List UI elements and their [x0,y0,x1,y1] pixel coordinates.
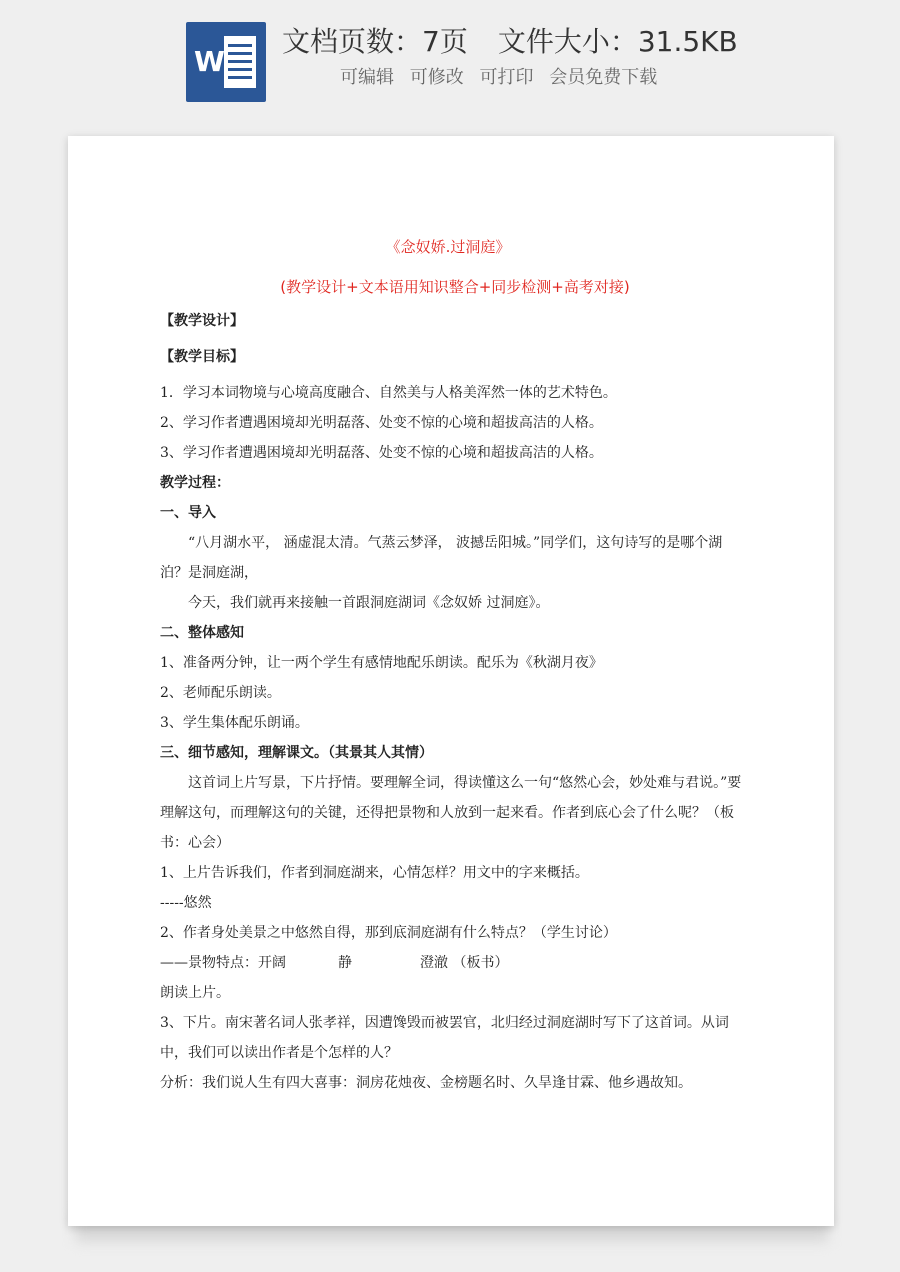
doc-subtitle: (教学设计+文本语用知识整合+同步检测+高考对接) [280,278,630,296]
goal-item: 3、学习作者遭遇困境却光明磊落、处变不惊的心境和超拔高洁的人格。 [160,445,603,461]
step1-title: 一、导入 [160,505,216,521]
answer-2-mid: 静 [338,955,352,971]
step3-question-3: 3、下片。南宋著名词人张孝祥，因遭馋毁而被罢官，北归经过洞庭湖时写下了这首词。从词中，我们可以读出作者是个怎样的人？ [160,1015,729,1061]
step2-title: 二、整体感知 [160,625,244,641]
goal-item: 1．学习本词物境与心境高度融合、自然美与人格美浑然一体的艺术特色。 [160,385,617,401]
feature-editable: 可编辑 [340,67,394,88]
answer-2-end: 澄澈 （板书） [420,955,509,971]
step2-item: 2、老师配乐朗读。 [160,685,281,701]
doc-title: 《念奴娇.过洞庭》 [385,238,511,256]
word-letter: W [194,45,225,78]
section-goals: 【教学目标】 [160,349,244,365]
step2-item: 3、学生集体配乐朗诵。 [160,715,309,731]
section-design: 【教学设计】 [160,313,244,329]
step3-answer-2 [160,948,750,978]
feature-member-download: 会员免费下载 [549,67,658,88]
step3-question-1: 1、上片告诉我们，作者到洞庭湖来，心情怎样？用文中的字来概括。 [160,865,589,881]
step3-analysis: 分析：我们说人生有四大喜事：洞房花烛夜、金榜题名时、久旱逢甘霖、他乡遇故知。 [160,1075,692,1091]
step3-answer-1: -----悠然 [160,895,212,911]
feature-printable: 可打印 [479,67,534,88]
step2-item: 1、准备两分钟，让一两个学生有感情地配乐朗读。配乐为《秋湖月夜》 [160,655,603,671]
feature-modifiable: 可修改 [409,67,464,88]
goal-item: 2、学习作者遭遇困境却光明磊落、处变不惊的心境和超拔高洁的人格。 [160,415,603,431]
step3-title: 三、细节感知，理解课文。（其景其人其情） [160,745,433,761]
answer-2-prefix: ——景物特点：开阔 [160,955,286,971]
file-size: 文件大小：31.5KB [497,25,738,58]
step1-paragraph-2: 今天，我们就再来接触一首跟洞庭湖词《念奴娇 过洞庭》。 [188,595,550,611]
doc-info-title [282,22,802,62]
step1-paragraph: “八月湖水平， 涵虚混太清。气蒸云梦泽， 波撼岳阳城。”同学们，这句诗写的是哪个湖泊？是洞庭湖， [160,535,723,581]
process-label: 教学过程： [160,475,230,491]
document-content [160,232,750,1098]
feature-list [340,64,740,92]
header-banner [0,0,900,120]
step3-paragraph: 这首词上片写景，下片抒情。要理解全词，得读懂这么一句“悠然心会，妙处难与君说。”要理解这句，而理解这句的关键，还得把景物和人放到一起来看。作者到底心会了什么呢？（板书：心会） [160,775,742,851]
word-doc-icon [186,22,266,102]
step3-read: 朗读上片。 [160,985,230,1001]
step3-question-2: 2、作者身处美景之中悠然自得，那到底洞庭湖有什么特点？（学生讨论） [160,925,617,941]
page-count: 文档页数：7页 [282,25,468,58]
document-page [68,136,834,1226]
